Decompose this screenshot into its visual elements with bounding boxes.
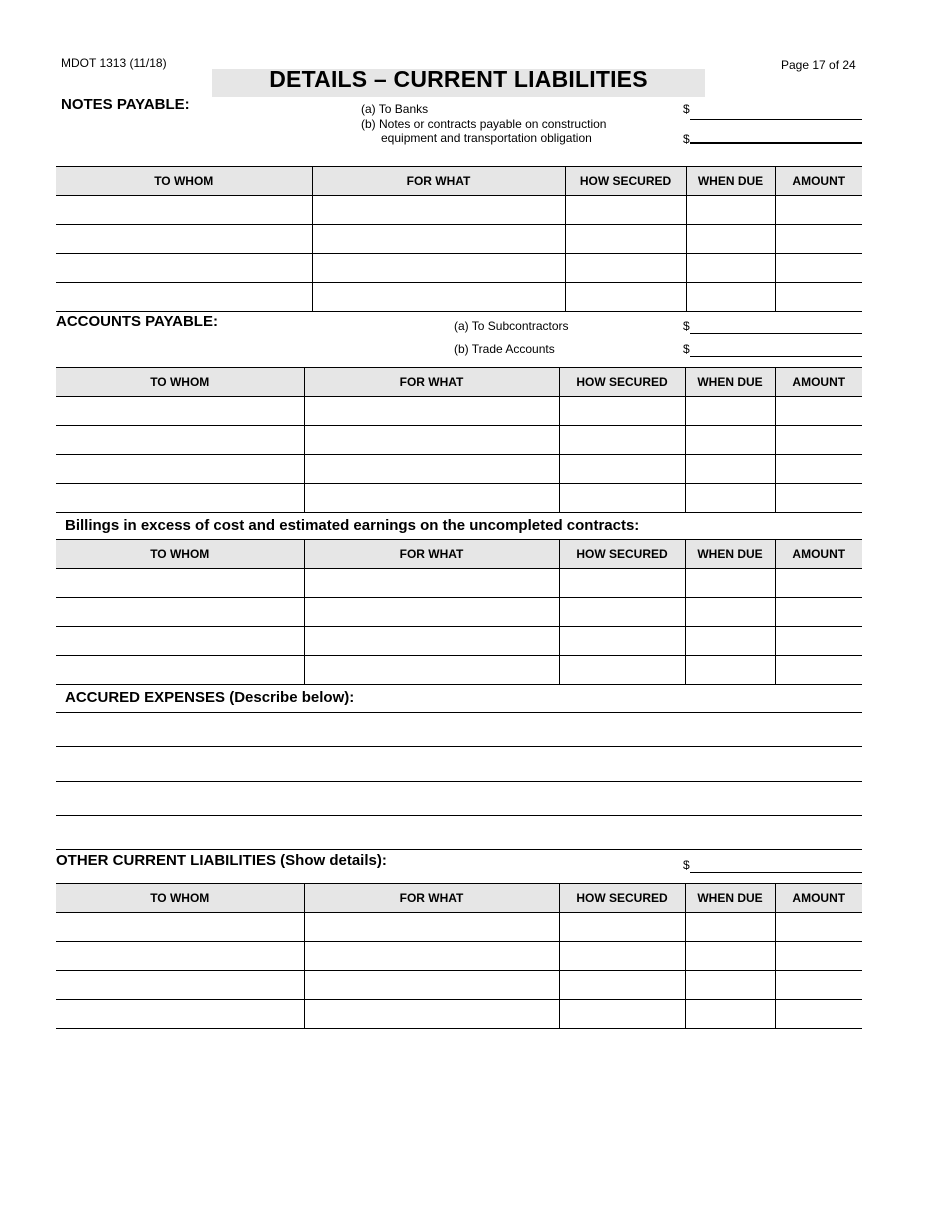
col-when-due: WHEN DUE bbox=[685, 884, 775, 913]
col-to-whom: TO WHOM bbox=[56, 884, 304, 913]
col-amount: AMOUNT bbox=[775, 368, 862, 397]
accrued-expenses-line[interactable] bbox=[56, 746, 862, 747]
dollar-sign: $ bbox=[683, 319, 690, 333]
table-row bbox=[56, 225, 862, 254]
col-to-whom: TO WHOM bbox=[56, 540, 304, 569]
col-how-secured: HOW SECURED bbox=[559, 368, 685, 397]
col-amount: AMOUNT bbox=[775, 540, 862, 569]
col-for-what: FOR WHAT bbox=[304, 540, 559, 569]
dollar-sign: $ bbox=[683, 132, 690, 146]
notes-payable-banks-amount-field[interactable] bbox=[690, 119, 862, 120]
notes-payable-contracts-label-cont: equipment and transportation obligation bbox=[381, 131, 592, 145]
table-row bbox=[56, 484, 862, 513]
col-for-what: FOR WHAT bbox=[304, 884, 559, 913]
table-row bbox=[56, 254, 862, 283]
table-row bbox=[56, 397, 862, 426]
accounts-payable-label: ACCOUNTS PAYABLE: bbox=[56, 313, 218, 330]
other-liabilities-label: OTHER CURRENT LIABILITIES (Show details): bbox=[56, 852, 387, 869]
form-id: MDOT 1313 (11/18) bbox=[61, 56, 167, 70]
col-for-what: FOR WHAT bbox=[304, 368, 559, 397]
billings-label: Billings in excess of cost and estimated earnings on the uncompleted contracts: bbox=[65, 517, 640, 534]
table-row bbox=[56, 656, 862, 685]
col-to-whom: TO WHOM bbox=[56, 368, 304, 397]
col-when-due: WHEN DUE bbox=[685, 540, 775, 569]
table-row bbox=[56, 942, 862, 971]
accrued-expenses-line[interactable] bbox=[56, 781, 862, 782]
table-row bbox=[56, 283, 862, 312]
accrued-expenses-label: ACCURED EXPENSES (Describe below): bbox=[65, 689, 355, 706]
accounts-payable-trade-label: (b) Trade Accounts bbox=[454, 342, 555, 356]
dollar-sign: $ bbox=[683, 858, 690, 872]
accounts-payable-subcontractors-label: (a) To Subcontractors bbox=[454, 319, 569, 333]
col-when-due: WHEN DUE bbox=[685, 368, 775, 397]
dollar-sign: $ bbox=[683, 102, 690, 116]
col-to-whom: TO WHOM bbox=[56, 167, 312, 196]
table-row bbox=[56, 426, 862, 455]
page-number: Page 17 of 24 bbox=[781, 58, 856, 72]
table-row bbox=[56, 196, 862, 225]
table-row bbox=[56, 971, 862, 1000]
table-row bbox=[56, 913, 862, 942]
table-row bbox=[56, 598, 862, 627]
col-how-secured: HOW SECURED bbox=[565, 167, 686, 196]
accrued-expenses-line[interactable] bbox=[56, 712, 862, 713]
col-amount: AMOUNT bbox=[775, 167, 862, 196]
table-row bbox=[56, 455, 862, 484]
notes-payable-contracts-amount-field[interactable] bbox=[690, 142, 862, 144]
col-amount: AMOUNT bbox=[775, 884, 862, 913]
dollar-sign: $ bbox=[683, 342, 690, 356]
page-title: DETAILS – CURRENT LIABILITIES bbox=[269, 66, 648, 92]
table-row bbox=[56, 1000, 862, 1029]
notes-payable-banks-label: (a) To Banks bbox=[361, 102, 429, 116]
other-liabilities-amount-field[interactable] bbox=[690, 872, 862, 873]
accounts-payable-table bbox=[56, 367, 862, 513]
accrued-expenses-line[interactable] bbox=[56, 815, 862, 816]
notes-payable-contracts-label: (b) Notes or contracts payable on construction bbox=[361, 117, 607, 131]
col-when-due: WHEN DUE bbox=[686, 167, 775, 196]
notes-payable-label: NOTES PAYABLE: bbox=[61, 96, 190, 113]
accounts-payable-trade-amount-field[interactable] bbox=[690, 356, 862, 357]
accounts-payable-subcontractors-amount-field[interactable] bbox=[690, 333, 862, 334]
billings-table bbox=[56, 539, 862, 685]
col-how-secured: HOW SECURED bbox=[559, 884, 685, 913]
col-for-what: FOR WHAT bbox=[312, 167, 565, 196]
table-row bbox=[56, 627, 862, 656]
col-how-secured: HOW SECURED bbox=[559, 540, 685, 569]
accrued-expenses-line[interactable] bbox=[56, 849, 862, 850]
notes-payable-table bbox=[56, 166, 862, 312]
other-liabilities-table bbox=[56, 883, 862, 1029]
table-row bbox=[56, 569, 862, 598]
